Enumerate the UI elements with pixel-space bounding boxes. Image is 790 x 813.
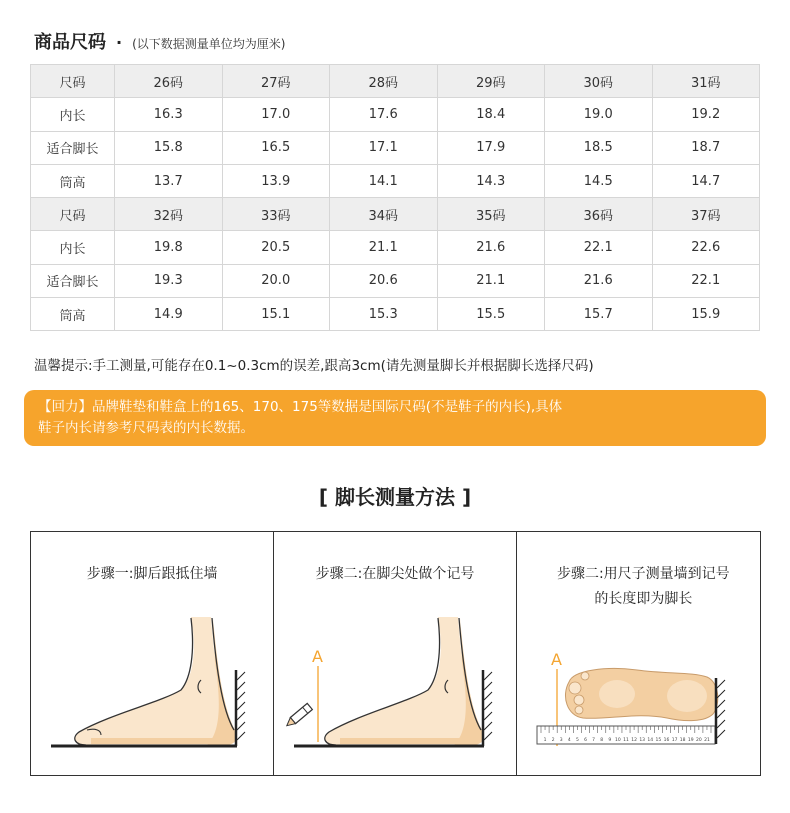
wall-icon	[236, 670, 245, 746]
table-cell: 14.7	[652, 164, 760, 197]
ruler-tick-label: 10	[614, 738, 621, 743]
size-table	[30, 64, 760, 331]
foot-sole-icon	[565, 669, 717, 721]
size-header-row	[31, 65, 760, 98]
table-cell: 20.0	[222, 264, 330, 297]
ruler-tick-label: 17	[671, 738, 678, 743]
table-cell: 15.8	[115, 131, 223, 164]
pencil-icon	[285, 703, 313, 728]
banner-line-2: 鞋子内长请参考尺码表的内长数据。	[38, 420, 254, 436]
step-panel-2	[274, 532, 516, 775]
table-cell: 16.5	[222, 131, 330, 164]
size-header-cell: 28码	[330, 65, 438, 98]
table-cell: 14.3	[437, 164, 545, 197]
marker-a-label: A	[550, 650, 562, 669]
ruler-tick-label: 13	[638, 738, 645, 743]
foot-mark-toe-illustration	[274, 532, 517, 777]
table-cell: 13.7	[115, 164, 223, 197]
ruler-tick-label: 2	[551, 738, 555, 743]
table-cell: 21.1	[437, 264, 545, 297]
measurement-steps	[30, 531, 761, 776]
banner-line-1: 【回力】品牌鞋垫和鞋盒上的165、170、175等数据是国际尺码(不是鞋子的内长),具体	[38, 399, 563, 415]
ruler-tick-label: 4	[567, 738, 571, 743]
ruler-tick-label: 14	[647, 738, 653, 743]
table-cell: 19.8	[115, 231, 223, 264]
step-panel-1	[31, 532, 274, 775]
table-row	[31, 231, 760, 264]
row-label: 筒高	[31, 298, 115, 331]
size-header-cell: 26码	[115, 65, 223, 98]
ruler-tick-label: 6	[583, 738, 587, 743]
table-cell: 14.1	[330, 164, 438, 197]
table-cell: 20.6	[330, 264, 438, 297]
foot-icon	[75, 617, 237, 745]
table-cell: 21.6	[545, 264, 653, 297]
table-cell: 18.7	[652, 131, 760, 164]
step-2-text: 步骤二:在脚尖处做个记号	[315, 566, 475, 582]
table-cell: 22.1	[545, 231, 653, 264]
table-cell: 16.3	[115, 98, 223, 131]
row-label: 筒高	[31, 164, 115, 197]
table-cell: 15.3	[330, 298, 438, 331]
measurement-tip: 温馨提示:手工测量,可能存在0.1~0.3cm的误差,跟高3cm(请先测量脚长并根据脚长选择尺码)	[34, 358, 594, 374]
size-header-cell: 35码	[437, 198, 545, 231]
ruler-tick-label: 5	[575, 738, 579, 743]
foot-heel-wall-illustration	[31, 532, 275, 777]
table-cell: 22.1	[652, 264, 760, 297]
table-row	[31, 98, 760, 131]
step-panel-3	[517, 532, 760, 775]
ruler-tick-label: 9	[608, 738, 611, 743]
brand-notice-banner	[24, 390, 766, 446]
table-row	[31, 131, 760, 164]
section-header	[34, 28, 285, 54]
step-3-text-line-2: 的长度即为脚长	[594, 591, 693, 607]
row-label: 适合脚长	[31, 264, 115, 297]
ruler-tick-label: 7	[591, 738, 595, 743]
table-cell: 15.9	[652, 298, 760, 331]
ruler-tick-label: 18	[679, 738, 686, 743]
ruler-icon	[537, 726, 715, 744]
ruler-tick-label: 11	[622, 738, 629, 743]
step-1-text: 步骤一:脚后跟抵住墙	[86, 566, 218, 582]
table-cell: 18.5	[545, 131, 653, 164]
table-cell: 17.6	[330, 98, 438, 131]
table-cell: 19.0	[545, 98, 653, 131]
row-label: 尺码	[31, 65, 115, 98]
step-3-text-line-1: 步骤二:用尺子测量墙到记号	[556, 566, 730, 582]
wall-icon	[716, 678, 725, 744]
size-header-cell: 33码	[222, 198, 330, 231]
table-cell: 17.9	[437, 131, 545, 164]
size-header-cell: 30码	[545, 65, 653, 98]
table-cell: 18.4	[437, 98, 545, 131]
table-cell: 19.2	[652, 98, 760, 131]
size-header-cell: 34码	[330, 198, 438, 231]
size-header-cell: 29码	[437, 65, 545, 98]
size-header-cell: 32码	[115, 198, 223, 231]
table-cell: 15.7	[545, 298, 653, 331]
table-cell: 20.5	[222, 231, 330, 264]
table-cell: 14.5	[545, 164, 653, 197]
ruler-tick-label: 15	[655, 738, 661, 743]
ruler-tick-label: 16	[663, 738, 670, 743]
table-cell: 13.9	[222, 164, 330, 197]
table-cell: 19.3	[115, 264, 223, 297]
table-cell: 15.1	[222, 298, 330, 331]
row-label: 内长	[31, 231, 115, 264]
unit-note: (以下数据测量单位均为厘米)	[132, 37, 286, 51]
size-header-row	[31, 198, 760, 231]
wall-icon	[483, 670, 492, 746]
table-cell: 17.0	[222, 98, 330, 131]
ruler-tick-label: 1	[543, 738, 547, 743]
size-header-cell: 37码	[652, 198, 760, 231]
row-label: 尺码	[31, 198, 115, 231]
row-label: 内长	[31, 98, 115, 131]
size-header-cell: 36码	[545, 198, 653, 231]
ruler-measure-illustration	[517, 532, 761, 777]
ruler-tick-label: 21	[703, 738, 710, 743]
table-row	[31, 298, 760, 331]
page-title: 商品尺码	[34, 32, 106, 53]
foot-icon	[325, 617, 484, 745]
table-row	[31, 264, 760, 297]
marker-a-label: A	[312, 647, 324, 666]
ruler-tick-label: 19	[687, 738, 694, 743]
size-header-cell: 27码	[222, 65, 330, 98]
size-header-cell: 31码	[652, 65, 760, 98]
ruler-tick-label: 8	[599, 738, 603, 743]
table-cell: 21.6	[437, 231, 545, 264]
table-cell: 17.1	[330, 131, 438, 164]
table-cell: 22.6	[652, 231, 760, 264]
title-separator: ·	[116, 33, 123, 52]
table-cell: 14.9	[115, 298, 223, 331]
ruler-tick-label: 12	[630, 738, 637, 743]
table-cell: 21.1	[330, 231, 438, 264]
ruler-tick-label: 20	[695, 738, 702, 743]
method-title: [ 脚长测量方法 ]	[318, 485, 472, 509]
table-row	[31, 164, 760, 197]
ruler-tick-label: 3	[559, 738, 563, 743]
row-label: 适合脚长	[31, 131, 115, 164]
table-cell: 15.5	[437, 298, 545, 331]
